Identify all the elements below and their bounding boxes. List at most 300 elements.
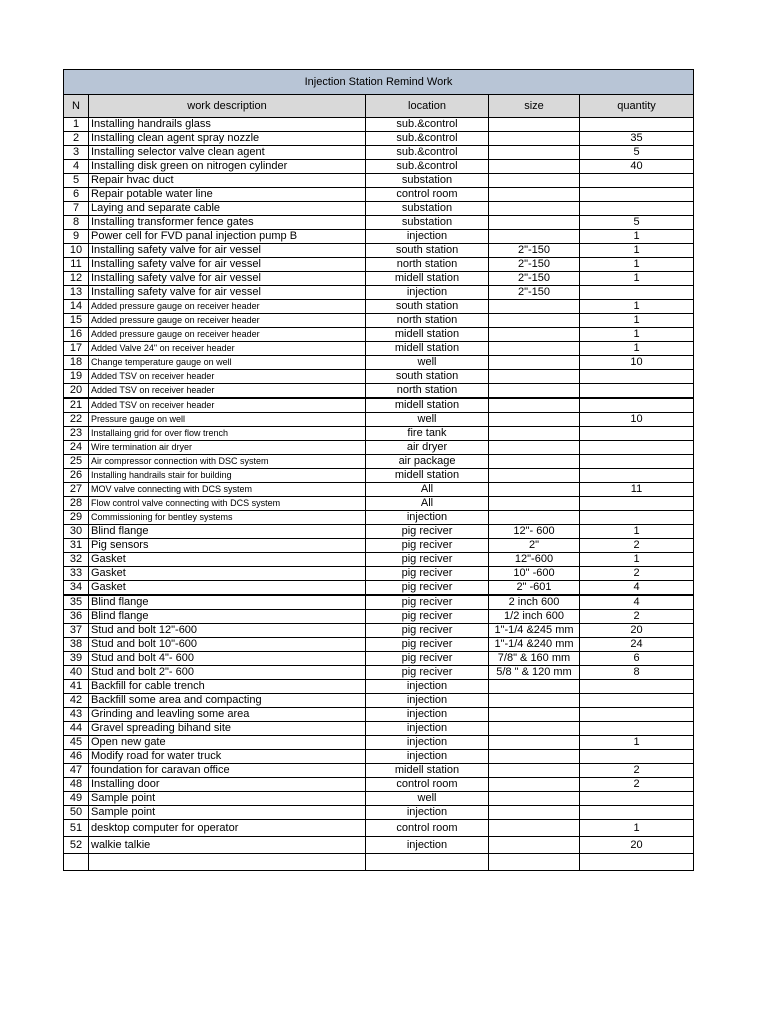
quantity-cell: 1	[580, 258, 694, 272]
work-description-cell: Laying and separate cable	[89, 202, 366, 216]
quantity-cell	[580, 722, 694, 736]
quantity-cell: 1	[580, 342, 694, 356]
table-row	[64, 230, 694, 244]
table-row	[64, 837, 694, 854]
location-cell: substation	[366, 174, 489, 188]
quantity-cell	[580, 202, 694, 216]
location-cell: sub.&control	[366, 132, 489, 146]
work-description-cell: Sample point	[89, 806, 366, 820]
location-cell: north station	[366, 314, 489, 328]
quantity-cell	[580, 427, 694, 441]
quantity-cell: 2	[580, 539, 694, 553]
work-description-cell: Power cell for FVD panal injection pump B	[89, 230, 366, 244]
quantity-cell: 1	[580, 525, 694, 539]
work-description-cell: Added pressure gauge on receiver header	[89, 328, 366, 342]
quantity-cell: 40	[580, 160, 694, 174]
quantity-cell	[580, 441, 694, 455]
location-cell: injection	[366, 708, 489, 722]
size-cell	[489, 511, 580, 525]
row-number-cell: 46	[64, 750, 89, 764]
work-description-cell: Installing safety valve for air vessel	[89, 258, 366, 272]
location-cell: south station	[366, 370, 489, 384]
work-description-cell: foundation for caravan office	[89, 764, 366, 778]
location-cell: air package	[366, 455, 489, 469]
row-number-cell: 38	[64, 638, 89, 652]
size-cell	[489, 837, 580, 854]
row-number-cell: 11	[64, 258, 89, 272]
location-cell: north station	[366, 258, 489, 272]
row-number-cell: 15	[64, 314, 89, 328]
size-cell: 2"-150	[489, 244, 580, 258]
row-number-cell: 42	[64, 694, 89, 708]
location-cell: control room	[366, 778, 489, 792]
work-description-cell: Installing transformer fence gates	[89, 216, 366, 230]
quantity-cell: 5	[580, 146, 694, 160]
location-cell: north station	[366, 384, 489, 399]
table-row	[64, 342, 694, 356]
table-row	[64, 497, 694, 511]
location-cell: well	[366, 413, 489, 427]
row-number-cell: 51	[64, 820, 89, 837]
row-number-cell: 44	[64, 722, 89, 736]
location-cell: substation	[366, 202, 489, 216]
row-number-cell: 48	[64, 778, 89, 792]
table-row	[64, 216, 694, 230]
row-number-cell: 34	[64, 581, 89, 596]
row-number-cell: 22	[64, 413, 89, 427]
row-number-cell	[64, 854, 89, 871]
table-row	[64, 244, 694, 258]
size-cell	[489, 188, 580, 202]
table-row	[64, 314, 694, 328]
row-number-cell: 4	[64, 160, 89, 174]
location-cell: well	[366, 356, 489, 370]
location-cell: injection	[366, 750, 489, 764]
size-cell: 2" -601	[489, 581, 580, 596]
location-cell: midell station	[366, 469, 489, 483]
location-cell: sub.&control	[366, 118, 489, 132]
column-header-quantity: quantity	[580, 95, 694, 118]
row-number-cell: 7	[64, 202, 89, 216]
table-row	[64, 300, 694, 314]
row-number-cell: 19	[64, 370, 89, 384]
location-cell: injection	[366, 230, 489, 244]
row-number-cell: 20	[64, 384, 89, 399]
quantity-cell	[580, 680, 694, 694]
row-number-cell: 8	[64, 216, 89, 230]
table-row	[64, 258, 694, 272]
size-cell: 1"-1/4 &240 mm	[489, 638, 580, 652]
size-cell	[489, 370, 580, 384]
table-row	[64, 525, 694, 539]
size-cell	[489, 328, 580, 342]
size-cell	[489, 342, 580, 356]
table-row	[64, 854, 694, 871]
size-cell	[489, 497, 580, 511]
location-cell: injection	[366, 694, 489, 708]
location-cell: control room	[366, 188, 489, 202]
location-cell: injection	[366, 806, 489, 820]
row-number-cell: 45	[64, 736, 89, 750]
row-number-cell: 40	[64, 666, 89, 680]
work-description-cell: Added Valve 24" on receiver header	[89, 342, 366, 356]
size-cell	[489, 694, 580, 708]
work-description-cell: walkie talkie	[89, 837, 366, 854]
work-description-cell: Change temperature gauge on well	[89, 356, 366, 370]
row-number-cell: 32	[64, 553, 89, 567]
row-number-cell: 49	[64, 792, 89, 806]
table-row	[64, 638, 694, 652]
table-row	[64, 427, 694, 441]
table-row	[64, 441, 694, 455]
column-header-location: location	[366, 95, 489, 118]
row-number-cell: 6	[64, 188, 89, 202]
table-row	[64, 370, 694, 384]
size-cell	[489, 174, 580, 188]
table-row	[64, 174, 694, 188]
location-cell: pig reciver	[366, 595, 489, 610]
size-cell	[489, 854, 580, 871]
location-cell: midell station	[366, 272, 489, 286]
size-cell	[489, 118, 580, 132]
work-description-cell: Installing clean agent spray nozzle	[89, 132, 366, 146]
row-number-cell: 9	[64, 230, 89, 244]
size-cell	[489, 736, 580, 750]
table-row	[64, 595, 694, 610]
location-cell: pig reciver	[366, 624, 489, 638]
quantity-cell: 1	[580, 736, 694, 750]
row-number-cell: 27	[64, 483, 89, 497]
column-header-n: N	[64, 95, 89, 118]
location-cell: pig reciver	[366, 567, 489, 581]
location-cell: injection	[366, 680, 489, 694]
row-number-cell: 18	[64, 356, 89, 370]
table-row	[64, 778, 694, 792]
quantity-cell: 8	[580, 666, 694, 680]
size-cell	[489, 384, 580, 399]
row-number-cell: 24	[64, 441, 89, 455]
table-row	[64, 511, 694, 525]
size-cell	[489, 413, 580, 427]
quantity-cell	[580, 455, 694, 469]
column-header-work-description: work description	[89, 95, 366, 118]
work-description-cell: Added TSV on receiver header	[89, 398, 366, 413]
quantity-cell: 1	[580, 230, 694, 244]
work-description-cell: Installing handrails stair for building	[89, 469, 366, 483]
work-description-cell: Pressure gauge on well	[89, 413, 366, 427]
size-cell	[489, 160, 580, 174]
row-number-cell: 26	[64, 469, 89, 483]
quantity-cell: 1	[580, 328, 694, 342]
work-description-cell: Stud and bolt 4"- 600	[89, 652, 366, 666]
size-cell	[489, 216, 580, 230]
work-description-cell: Repair potable water line	[89, 188, 366, 202]
location-cell: injection	[366, 286, 489, 300]
work-description-cell: Added TSV on receiver header	[89, 384, 366, 399]
row-number-cell: 41	[64, 680, 89, 694]
table-row	[64, 567, 694, 581]
work-description-cell: Wire termination air dryer	[89, 441, 366, 455]
quantity-cell	[580, 792, 694, 806]
quantity-cell	[580, 806, 694, 820]
size-cell: 2"-150	[489, 272, 580, 286]
table-row	[64, 806, 694, 820]
work-description-cell: Installaing grid for over flow trench	[89, 427, 366, 441]
quantity-cell: 1	[580, 300, 694, 314]
size-cell	[489, 708, 580, 722]
size-cell	[489, 778, 580, 792]
table-row	[64, 680, 694, 694]
row-number-cell: 10	[64, 244, 89, 258]
location-cell: south station	[366, 300, 489, 314]
row-number-cell: 25	[64, 455, 89, 469]
row-number-cell: 23	[64, 427, 89, 441]
quantity-cell	[580, 497, 694, 511]
work-description-cell: Blind flange	[89, 595, 366, 610]
size-cell: 7/8" & 160 mm	[489, 652, 580, 666]
quantity-cell: 2	[580, 778, 694, 792]
table-row	[64, 722, 694, 736]
title-row	[64, 70, 694, 95]
table-row	[64, 652, 694, 666]
quantity-cell: 2	[580, 567, 694, 581]
work-description-cell: MOV valve connecting with DCS system	[89, 483, 366, 497]
size-cell: 2"	[489, 539, 580, 553]
size-cell	[489, 132, 580, 146]
size-cell: 1"-1/4 &245 mm	[489, 624, 580, 638]
size-cell	[489, 202, 580, 216]
row-number-cell: 47	[64, 764, 89, 778]
work-description-cell: Stud and bolt 2"- 600	[89, 666, 366, 680]
work-description-cell: Sample point	[89, 792, 366, 806]
size-cell	[489, 314, 580, 328]
work-description-cell: Blind flange	[89, 610, 366, 624]
size-cell	[489, 820, 580, 837]
work-description-cell: Added pressure gauge on receiver header	[89, 300, 366, 314]
size-cell: 1/2 inch 600	[489, 610, 580, 624]
location-cell: pig reciver	[366, 525, 489, 539]
table-row	[64, 820, 694, 837]
quantity-cell	[580, 694, 694, 708]
table-row	[64, 398, 694, 413]
work-description-cell: Backfill some area and compacting	[89, 694, 366, 708]
work-description-cell: Commissioning for bentley systems	[89, 511, 366, 525]
location-cell: pig reciver	[366, 666, 489, 680]
location-cell	[366, 854, 489, 871]
work-description-cell: Air compressor connection with DSC system	[89, 455, 366, 469]
quantity-cell: 24	[580, 638, 694, 652]
size-cell: 12"- 600	[489, 525, 580, 539]
location-cell: injection	[366, 511, 489, 525]
table-row	[64, 764, 694, 778]
row-number-cell: 21	[64, 398, 89, 413]
quantity-cell: 2	[580, 764, 694, 778]
row-number-cell: 50	[64, 806, 89, 820]
size-cell	[489, 398, 580, 413]
row-number-cell: 1	[64, 118, 89, 132]
work-description-cell: Repair hvac duct	[89, 174, 366, 188]
size-cell: 2"-150	[489, 258, 580, 272]
quantity-cell	[580, 118, 694, 132]
quantity-cell: 2	[580, 610, 694, 624]
quantity-cell: 10	[580, 356, 694, 370]
location-cell: injection	[366, 736, 489, 750]
row-number-cell: 36	[64, 610, 89, 624]
work-description-cell: Added pressure gauge on receiver header	[89, 314, 366, 328]
work-description-cell: Gasket	[89, 553, 366, 567]
table-row	[64, 610, 694, 624]
table-row	[64, 286, 694, 300]
quantity-cell	[580, 511, 694, 525]
location-cell: air dryer	[366, 441, 489, 455]
work-description-cell: Backfill for cable trench	[89, 680, 366, 694]
row-number-cell: 16	[64, 328, 89, 342]
table-row	[64, 750, 694, 764]
work-description-cell: Installing safety valve for air vessel	[89, 272, 366, 286]
work-description-cell: Installing disk green on nitrogen cylinder	[89, 160, 366, 174]
location-cell: sub.&control	[366, 146, 489, 160]
location-cell: pig reciver	[366, 610, 489, 624]
row-number-cell: 31	[64, 539, 89, 553]
work-description-cell: Installing handrails glass	[89, 118, 366, 132]
work-description-cell: Flow control valve connecting with DCS system	[89, 497, 366, 511]
size-cell: 2 inch 600	[489, 595, 580, 610]
work-description-cell: Stud and bolt 12"-600	[89, 624, 366, 638]
row-number-cell: 39	[64, 652, 89, 666]
table-row	[64, 188, 694, 202]
location-cell: midell station	[366, 764, 489, 778]
work-description-cell: Installing selector valve clean agent	[89, 146, 366, 160]
work-description-cell: Stud and bolt 10"-600	[89, 638, 366, 652]
table-row	[64, 118, 694, 132]
location-cell: well	[366, 792, 489, 806]
location-cell: injection	[366, 837, 489, 854]
quantity-cell: 6	[580, 652, 694, 666]
location-cell: pig reciver	[366, 638, 489, 652]
location-cell: pig reciver	[366, 652, 489, 666]
work-description-cell: Pig sensors	[89, 539, 366, 553]
row-number-cell: 2	[64, 132, 89, 146]
location-cell: pig reciver	[366, 539, 489, 553]
work-description-cell: Gasket	[89, 581, 366, 596]
table-row	[64, 469, 694, 483]
quantity-cell	[580, 384, 694, 399]
work-description-cell: Installing safety valve for air vessel	[89, 286, 366, 300]
table-row	[64, 202, 694, 216]
work-description-cell: desktop computer for operator	[89, 820, 366, 837]
quantity-cell: 11	[580, 483, 694, 497]
size-cell	[489, 792, 580, 806]
size-cell	[489, 722, 580, 736]
row-number-cell: 35	[64, 595, 89, 610]
table-row	[64, 581, 694, 596]
location-cell: control room	[366, 820, 489, 837]
row-number-cell: 12	[64, 272, 89, 286]
table-row	[64, 384, 694, 399]
size-cell	[489, 680, 580, 694]
quantity-cell	[580, 854, 694, 871]
table-row	[64, 539, 694, 553]
quantity-cell: 10	[580, 413, 694, 427]
location-cell: substation	[366, 216, 489, 230]
location-cell: midell station	[366, 342, 489, 356]
table-row	[64, 455, 694, 469]
size-cell	[489, 427, 580, 441]
quantity-cell: 4	[580, 581, 694, 596]
row-number-cell: 13	[64, 286, 89, 300]
row-number-cell: 43	[64, 708, 89, 722]
table-row	[64, 624, 694, 638]
size-cell	[489, 300, 580, 314]
size-cell	[489, 483, 580, 497]
quantity-cell: 1	[580, 272, 694, 286]
row-number-cell: 28	[64, 497, 89, 511]
size-cell	[489, 455, 580, 469]
table-row	[64, 272, 694, 286]
size-cell: 10" -600	[489, 567, 580, 581]
quantity-cell: 1	[580, 820, 694, 837]
work-description-cell: Open new gate	[89, 736, 366, 750]
quantity-cell	[580, 286, 694, 300]
size-cell	[489, 441, 580, 455]
row-number-cell: 29	[64, 511, 89, 525]
size-cell	[489, 806, 580, 820]
size-cell: 5/8 " & 120 mm	[489, 666, 580, 680]
table-row	[64, 708, 694, 722]
location-cell: fire tank	[366, 427, 489, 441]
work-description-cell: Added TSV on receiver header	[89, 370, 366, 384]
table-row	[64, 160, 694, 174]
work-description-cell	[89, 854, 366, 871]
size-cell	[489, 750, 580, 764]
size-cell: 12"-600	[489, 553, 580, 567]
row-number-cell: 37	[64, 624, 89, 638]
table-row	[64, 736, 694, 750]
table-row	[64, 483, 694, 497]
header-row	[64, 95, 694, 118]
size-cell: 2"-150	[489, 286, 580, 300]
work-description-cell: Blind flange	[89, 525, 366, 539]
location-cell: midell station	[366, 398, 489, 413]
quantity-cell: 35	[580, 132, 694, 146]
location-cell: All	[366, 497, 489, 511]
row-number-cell: 14	[64, 300, 89, 314]
size-cell	[489, 146, 580, 160]
quantity-cell	[580, 469, 694, 483]
table-row	[64, 553, 694, 567]
work-description-cell: Modify road for water truck	[89, 750, 366, 764]
quantity-cell: 20	[580, 624, 694, 638]
location-cell: pig reciver	[366, 581, 489, 596]
quantity-cell: 1	[580, 553, 694, 567]
row-number-cell: 5	[64, 174, 89, 188]
table-body	[64, 118, 694, 871]
quantity-cell	[580, 188, 694, 202]
quantity-cell	[580, 708, 694, 722]
quantity-cell	[580, 174, 694, 188]
quantity-cell	[580, 398, 694, 413]
row-number-cell: 17	[64, 342, 89, 356]
table-row	[64, 132, 694, 146]
work-description-cell: Gasket	[89, 567, 366, 581]
row-number-cell: 30	[64, 525, 89, 539]
location-cell: south station	[366, 244, 489, 258]
location-cell: pig reciver	[366, 553, 489, 567]
work-description-cell: Gravel spreading bihand site	[89, 722, 366, 736]
table-row	[64, 146, 694, 160]
size-cell	[489, 230, 580, 244]
size-cell	[489, 356, 580, 370]
